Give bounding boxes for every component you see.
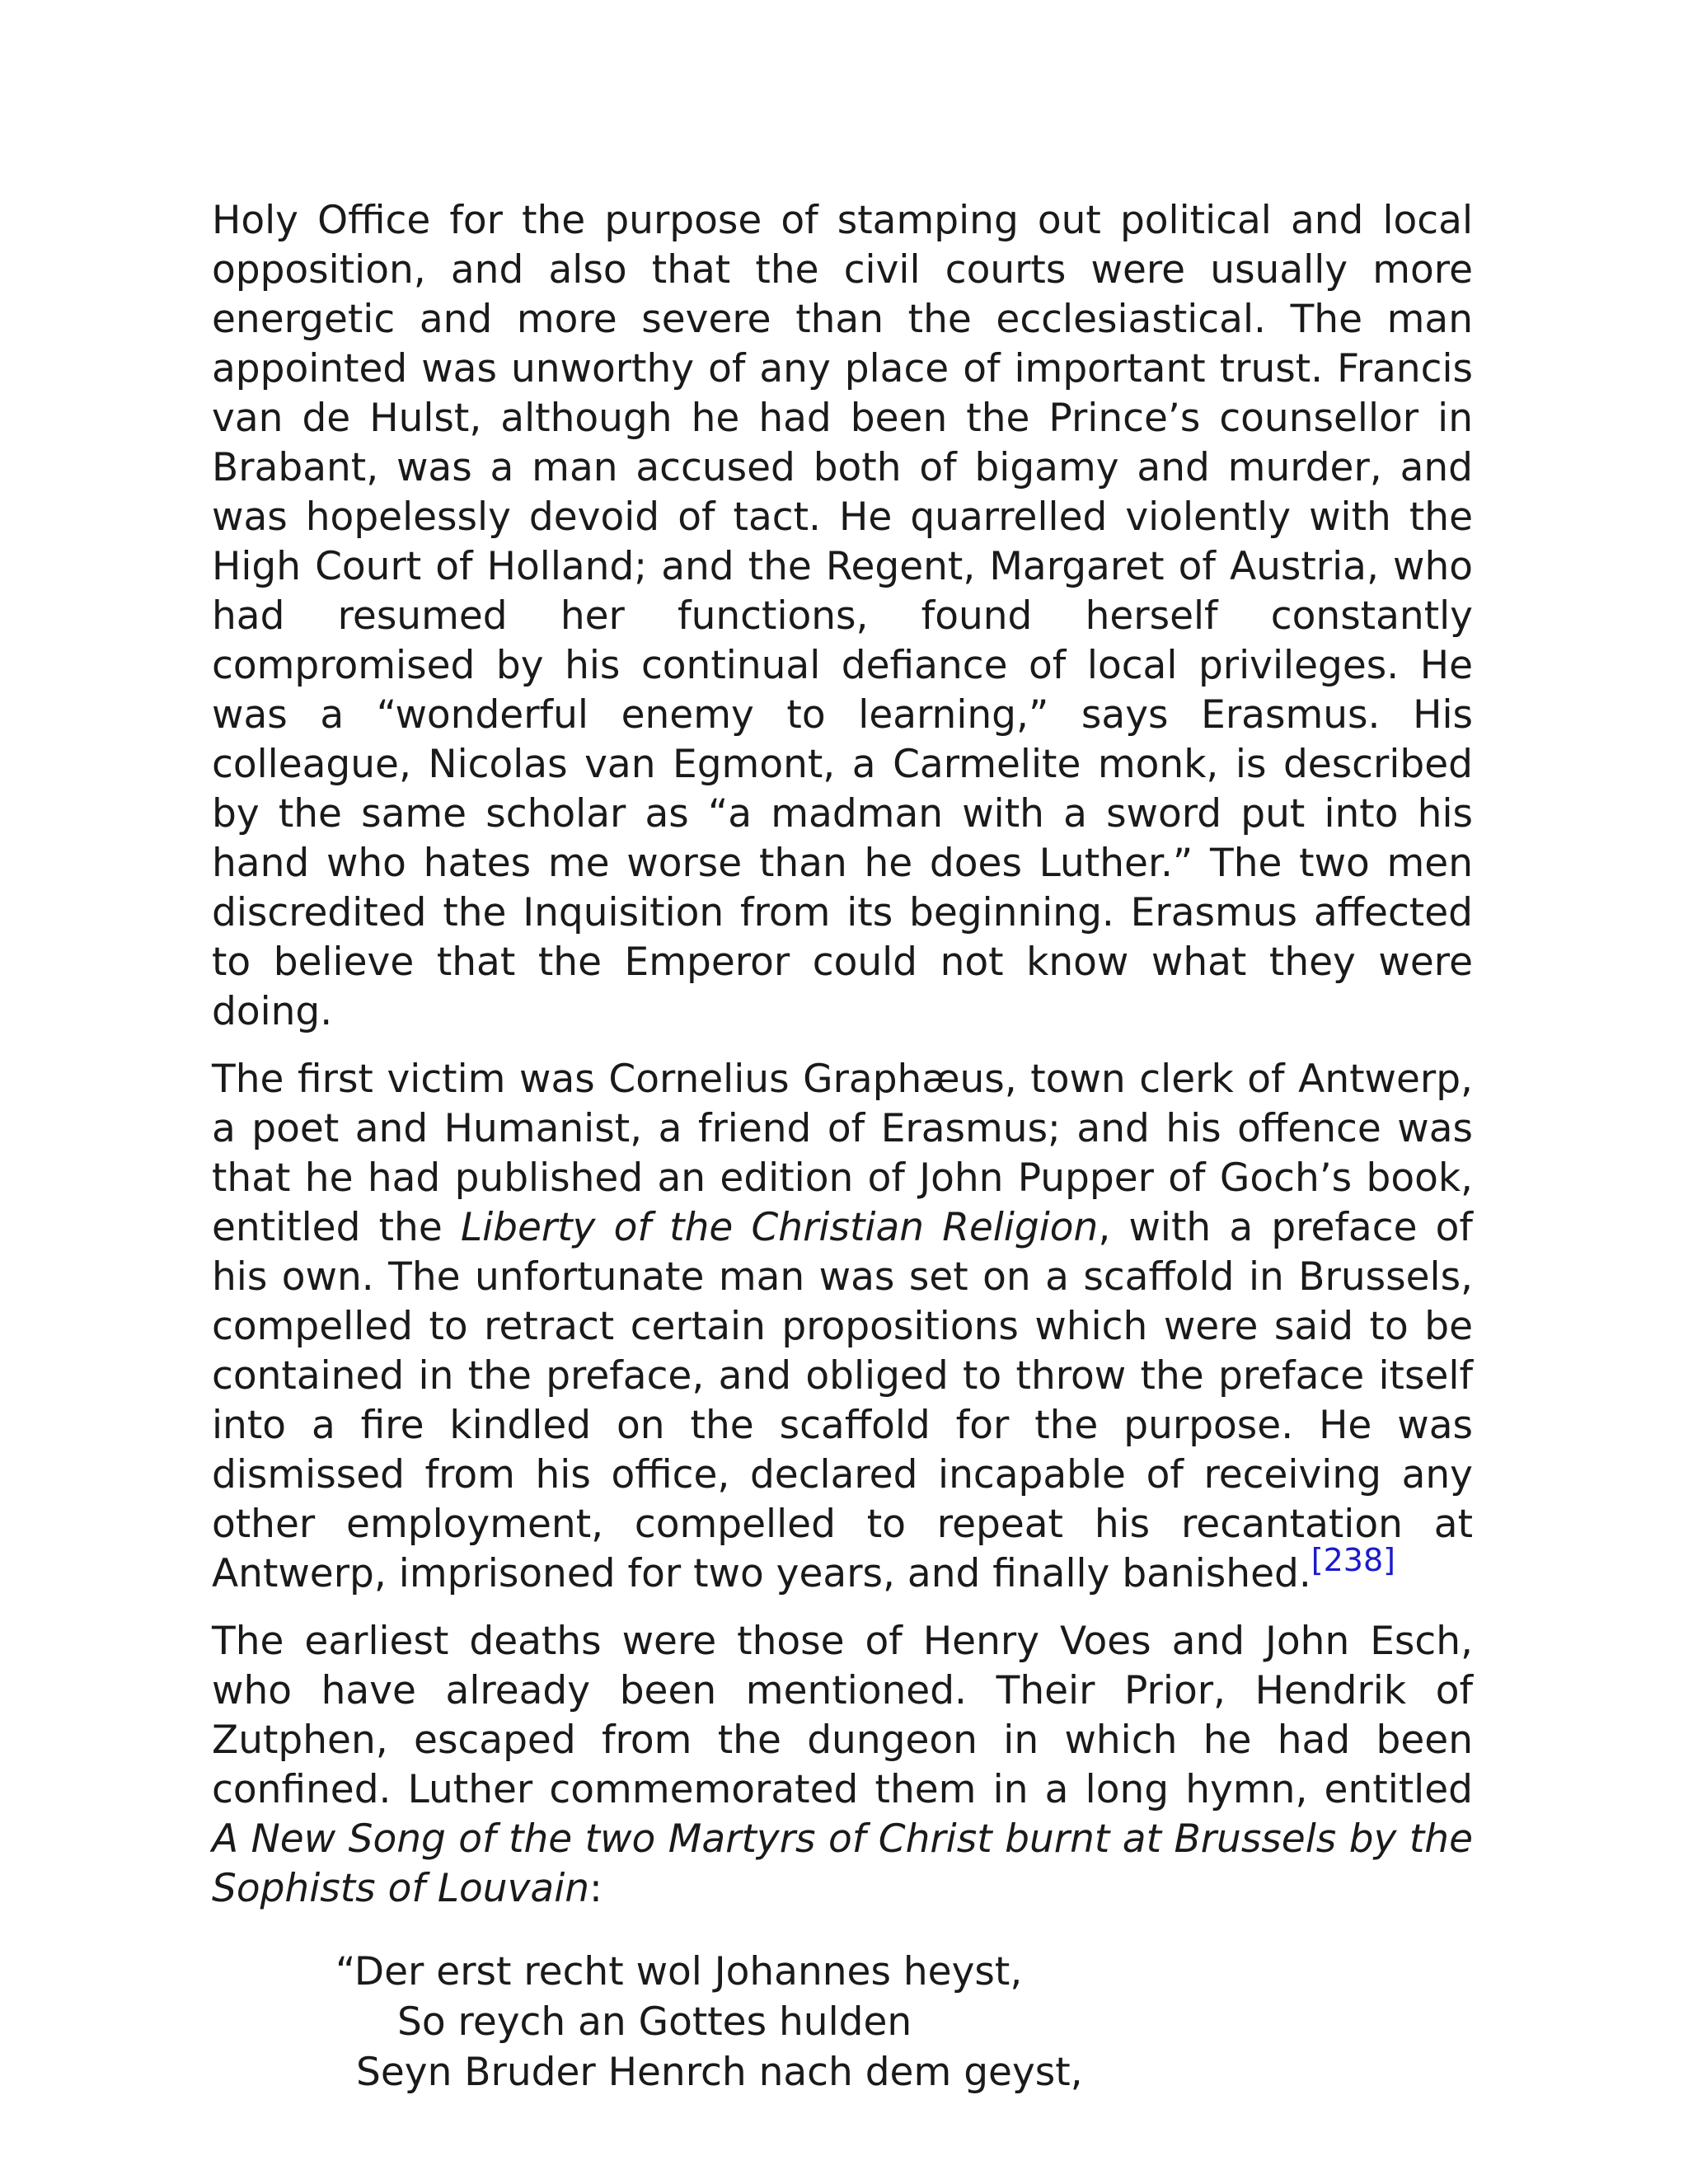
paragraph-text: : [589,1866,603,1911]
verse-line-1: “Der erst recht wol Johannes heyst, [335,1949,1023,1994]
paragraph-text: The earliest deaths were those of Henry Voes and John Esch, who have already been mentioned. Their Prior, Hendrik of Zutphen, escaped from the dungeon in which he had been confined. Luther commemorated them in a long hymn, entitled [212,1619,1473,1812]
page-content [212,196,1473,2097]
paragraph-1 [212,196,1473,1037]
hymn-title-italic: A New Song of the two Martyrs of Christ burnt at Brussels by the Sophists of Louvain [212,1816,1473,1911]
paragraph-text: The first victim was Cornelius Graphæus, town clerk of Antwerp, a poet and Humanist, a friend of Erasmus; and his offence was that he had published an edition of John Pupper of Goch’s book, entitled the [212,1057,1473,1250]
footnote-link-238[interactable]: [238] [1311,1542,1395,1578]
paragraph-text: , with a preface of his own. The unfortunate man was set on a scaffold in Brussels, compelled to retract certain propositions which were said to be contained in the preface, and obliged to throw the preface itself into a fire kindled on the scaffold for the purpose. He was dismissed from his office, declared incapable of receiving any other employment, compelled to repeat his recantation at Antwerp, imprisoned for two years, and finally banished. [212,1205,1473,1596]
verse-line-2: So reych an Gottes hulden [397,1999,912,2045]
paragraph-2 [212,1055,1473,1599]
verse-line-3: Seyn Bruder Henrch nach dem geyst, [356,2050,1083,2095]
book-title-italic: Liberty of the Christian Religion [460,1205,1099,1250]
verse-block [335,1947,1473,2097]
paragraph-text: Holy Office for the purpose of stamping out political and local opposition, and also that the civil courts were usually more energetic and more severe than the ecclesiastical. The man appointed was unworthy of any place of important trust. Francis van de Hulst, although he had been the Prince’s counsellor in Brabant, was a man accused both of bigamy and murder, and was hopelessly devoid of tact. He quarrelled violently with the High Court of Holland; and the Regent, Margaret of Austria, who had resumed her functions, found herself constantly compromised by his continual defiance of local privileges. He was a “wonderful enemy to learning,” says Erasmus. His colleague, Nicolas van Egmont, a Carmelite monk, is described by the same scholar as “a madman with a sword put into his hand who hates me worse than he does Luther.” The two men discredited the Inquisition from its beginning. Erasmus affected to believe that the Emperor could not know what they were doing. [212,198,1473,1034]
paragraph-3 [212,1617,1473,1914]
